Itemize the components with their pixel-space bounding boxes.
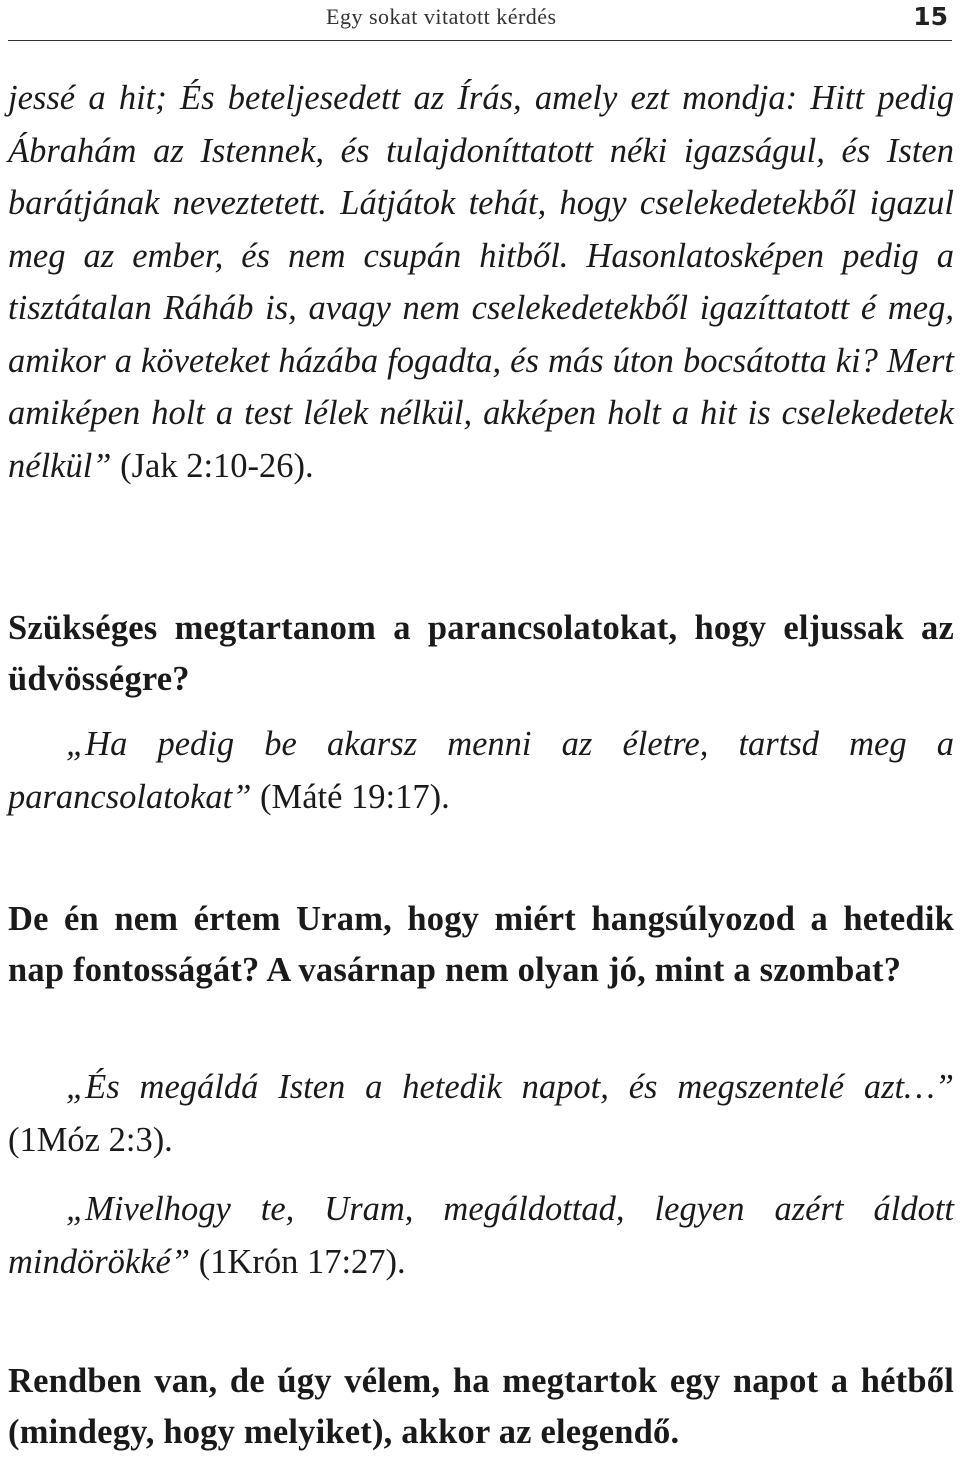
quote-text: „És megáldá Isten a hetedik napot, és megszentelé azt…” — [66, 1068, 954, 1106]
question-heading-one-day — [8, 1356, 954, 1458]
question-text: De én nem értem Uram, hogy miért hangsúlyozod a hetedik nap fontosságát? A vasárnap nem olyan jó, mint a szombat? — [8, 900, 954, 989]
answer-quote-genesis — [8, 1061, 954, 1166]
scripture-reference: (1Móz 2:3). — [8, 1120, 173, 1159]
question-text: Rendben van, de úgy vélem, ha megtartok egy napot a hétből (mindegy, hogy melyiket), akkor az elegendő. — [8, 1362, 954, 1451]
answer-quote-matthew — [8, 718, 954, 823]
question-heading-seventh-day — [8, 894, 954, 996]
answer-paragraph — [8, 1061, 954, 1166]
running-title: Egy sokat vitatott kérdés — [326, 4, 557, 29]
answer-paragraph — [8, 718, 954, 823]
running-header — [8, 2, 952, 41]
answer-paragraph — [8, 1183, 954, 1288]
quote-text: „Mivelhogy te, Uram, megáldottad, legyen azért áldott mindörökké” — [8, 1190, 954, 1281]
answer-quote-chronicles — [8, 1183, 954, 1288]
question-heading-commandments — [8, 603, 954, 705]
scripture-reference: (1Krón 17:27). — [190, 1242, 406, 1281]
quote-text: jessé a hit; És beteljesedett az Írás, amely ezt mondja: Hitt pedig Ábrahám az Istennek, és tulajdoníttatott néki igazságul, és Isten barátjának neveztetett. Látjátok tehát, hogy cselekedetekből igazul meg az ember, és nem csupán hitből. Hasonlatosképen pedig a tisztátalan Ráháb is, avagy nem cselekedetekből igazíttatott é meg, amikor a követeket házába fogadta, és más úton bocsátotta ki? Mert amiképen holt a test lélek nélkül, akképen holt a hit is cselekedetek nélkül” — [8, 79, 954, 485]
scripture-reference: (Jak 2:10-26). — [111, 446, 314, 485]
scripture-passage-james — [8, 72, 954, 492]
scripture-reference: (Máté 19:17). — [251, 777, 450, 816]
passage-paragraph — [8, 72, 954, 492]
question-text: Szükséges megtartanom a parancsolatokat, hogy eljussak az üdvösségre? — [8, 609, 954, 698]
page-number: 15 — [913, 2, 948, 31]
quote-text: „Ha pedig be akarsz menni az életre, tartsd meg a parancsolatokat” — [8, 725, 954, 816]
